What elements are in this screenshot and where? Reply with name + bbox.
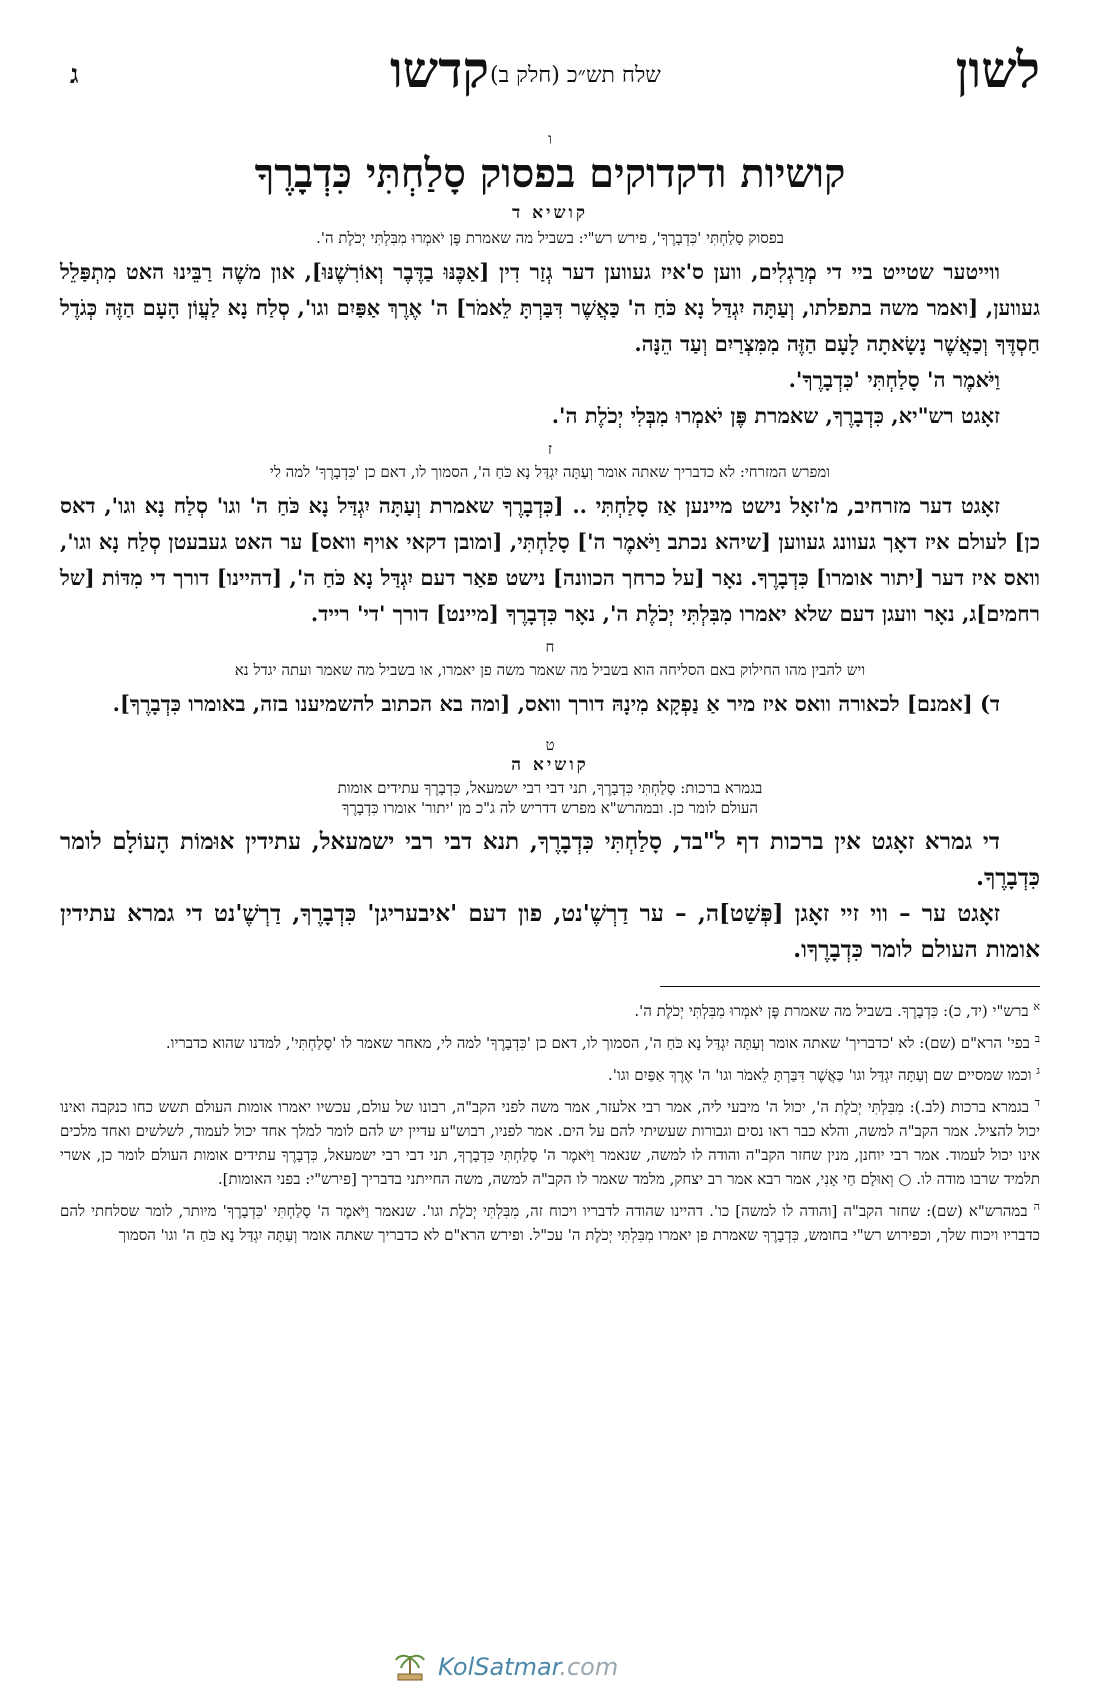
palm-book-logo-icon <box>390 1652 430 1682</box>
body-paragraph <box>60 398 1040 434</box>
footnote-mark: ב <box>1034 1032 1040 1045</box>
footnote <box>60 1195 1040 1247</box>
paragraph-text: ווייטער שטייט ביי די מְרַגְלִים, ווען ס'איז געווען דער גְזַר דִין [אַכֶּנּוּ בַדֶּבֶר וְאוֹרִשֶׁנּוּ], און משֶׁה רַבֵּינוּ האט מִתְפַּלֵל געווען, [ואמר משה בתפלתו, וְעַתָּה יִגְדַּל נָא כֹּחַ ה' כַּאֲשֶׁר דִּבַּרְתָּ לֵאמֹר] ה' אֶרֶךְ אַפַּיִם וגו', סְלַח נָא לַעֲוֹן הָעָם הַזֶּה כְּגֹדֶל חַסְדֶּךָ וְכַאֲשֶׁר נָשָׂאתָה לָעָם הַזֶּה מִמִּצְרַיִם וְעַד הֵנָּה. <box>60 259 1040 356</box>
paragraph-text: ד) [אמנם] לכאורה וואס איז מיר אַ נַפְקָא מִינָהּ דורך וואס, [ומה בא הכתוב להשמיענו בזה, באומרו כִּדְבָרֶךָ]. <box>112 691 1000 716</box>
body-paragraph <box>60 488 1040 632</box>
footnote-text: בפי' הרא"ם (שם): לא 'כדבריך' שאתה אומר וְעַתָּה יִגְדַּל נָא כֹּחַ ה', הסמוך לו, דאם כן 'כִּדְבָרֶךָ' למה לי, מאחר שאמר לו 'סָלַחְתִּי', למדנו שהוא כדבריו. <box>165 1034 1030 1052</box>
body-paragraph <box>60 254 1040 362</box>
kushya-h-summary-2: העולם לומר כן. ובמהרש"א מפרש דדריש לה ג"כ מן 'יתור' אומרו כִּדְבָרֶךָ <box>342 799 758 817</box>
header-title-center: קדשו <box>390 40 489 99</box>
watermark-name: KolSatmar <box>438 1653 560 1681</box>
kushya-d-label: קושיא ד <box>512 203 588 223</box>
paragraph-text: וַיֹּאמֶר ה' סָלַחְתִּי 'כִּדְבָרֶךָ'. <box>788 367 1000 392</box>
footnote-mark: ג <box>1036 1064 1040 1077</box>
footnote-divider <box>660 986 1040 987</box>
section-letter-chet: ח <box>545 638 555 656</box>
footnote-mark: א <box>1033 1000 1040 1013</box>
footnotes <box>60 995 1040 1247</box>
body-paragraph <box>60 824 1040 896</box>
page-header <box>60 40 1040 100</box>
footnote-mark: ה <box>1033 1200 1040 1213</box>
body-paragraph <box>60 362 1040 398</box>
mizrachi-summary: ומפרש המזרחי: לא כדבריך שאתה אומר וְעַתָּה יִגְדַּל נָא כֹּחַ ה', הסמוך לו, דאם כן 'כִּדְבָרֶךָ' למה לי <box>269 463 831 481</box>
footnote-text: וכמו שמסיים שם וְעַתָּה יִגְדַּל וגו' כַּאֲשֶׁר דִּבַּרְתָּ לֵאמֹר וגו' ה' אֶרֶךְ אַפַּיִם וגו'. <box>608 1066 1032 1084</box>
section-letter-tet: ט <box>545 736 555 754</box>
footnote <box>60 1059 1040 1087</box>
header-title-right: לשון <box>955 40 1040 99</box>
body-paragraph <box>60 686 1040 722</box>
kushya-h-summary-1: בגמרא ברכות: סָלַחְתִּי כִּדְבָרֶךָ, תני דבי רבי ישמעאל, כִּדְבָרֶךָ עתידים אומות <box>337 779 763 797</box>
watermark-text <box>438 1653 618 1681</box>
paragraph-text: זאָגט דער מזרחיב, מ'זאָל נישט מיינען אַז סָלַחְתִּי .. [כִּדְבָרֶךָ שאמרת וְעַתָּה יִגְדַּל נָא כֹּחַ ה' וגו' סְלַח נָא וגו', דאס כן] לעולם איז דאָך געוונג געווען [שיהא נכתב וַיֹּאמֶר ה'] סָלַחְתִּי, [ומובן דקאי אויף וואס] ער האט געבעטן סְלַח נָא וגו', וואס איז דער [יתור אומרו] כִּדְבָרֶךָ. נאָר [על כרחך הכוונה] נישט פאַר דעם יִגְדַּל נָא כֹּחַ ה', [דהיינו] דורך די מִדּוֹת [של רחמים]ג, נאָר וועגן דעם שלא יאמרו מִבִּלְתִּי יְכֹלֶת ה', נאָר כִּדְבָרֶךָ [מיינט] דורך 'די' רייד. <box>60 493 1040 626</box>
section-letter-vav: ו <box>548 130 552 148</box>
chet-summary: ויש להבין מהו החילוק באם הסליחה הוא בשביל מה שאמר משה פן יאמרו, או בשביל מה שאמר ועתה יגדל נא <box>234 661 866 679</box>
footnote <box>60 1091 1040 1191</box>
footnote-mark: ד <box>1034 1096 1040 1109</box>
paragraph-text: די גמרא זאָגט אין ברכות דף ל"בד, סָלַחְתִּי כִּדְבָרֶךָ, תנא דבי רבי ישמעאל, עתידין אוּמוֹת הָעוֹלָם לומר כִּדְבָרֶךָ. <box>60 828 1040 891</box>
watermark-domain: .com <box>559 1653 619 1681</box>
kushya-d-summary: בפסוק סָלַחְתִּי 'כִּדְבָרֶךָ', פירש רש"י: בשביל מה שאמרת פֶּן יֹאמְרוּ מִבִּלְתִּי יְכֹלֶת ה'. <box>316 229 784 247</box>
kushya-h-label: קושיא ה <box>511 755 589 775</box>
footnote-text: ברש"י (יד, כ): כִּדְבָרֶךָ. בשביל מה שאמרת פֶּן יֹאמְרוּ מִבִּלְתִּי יְכֹלֶת ה'. <box>634 1002 1029 1020</box>
page-number: ג <box>70 60 79 90</box>
footnote-text: במהרש"א (שם): שחזר הקב"ה [והודה לו למשה] כו'. דהיינו שהודה לדבריו ויכוח זה, מִבִּלְתִּי יְכֹלֶת וגו'. שנאמר וַיֹּאמֶר ה' סָלַחְתִּי 'כִּדְבָרֶךָ' מיותר, לומר שסלחתי להם כדבריו ויכוח שלך, וכפירוש רש"י בחומש, כִּדְבָרֶךָ שאמרת פן יאמרו מִבִּלְתִּי יְכֹלֶת ה' עכ"ל. ופירש הרא"ם לא כדבריך שאתה אומר וְעַתָּה יִגְדַּל נָא כֹּחַ ה' וגו' הסמוך <box>60 1202 1040 1244</box>
footnote <box>60 1027 1040 1055</box>
kolsatmar-watermark[interactable] <box>390 1652 618 1682</box>
footnote-text: בגמרא ברכות (לב.): מִבִּלְתִּי יְכֹלֶת ה', יכול ה' מיבעי ליה, אמר רבי אלעזר, אמר משה לפני הקב"ה, רבונו של עולם, עכשיו יאמרו אומות העולם תשש כחו כנקבה ואינו יכול להציל. אמר הקב"ה למשה, והלא כבר ראו נסים וגבורות שעשיתי להם על הים. אמר לפניו, רבוש"ע עדיין יש להם לומר למלך אחד יכול לעמוד, לשלשים ואחד מלכים אינו יכול לעמוד. אמר רבי יוחנן, מנין שחזר הקב"ה והודה לו למשה, שנאמר וַיֹּאמֶר ה' סָלַחְתִּי כִּדְבָרֶךָ, תני דבי רבי ישמעאל, כִּדְבָרֶךָ עתידים אומות העולם לומר כן, אשרי תלמיד שרבו מודה לו. ○ וְאוּלָם חַי אָנִי, אמר רבא אמר רב יצחק, מלמד שאמר לו הקב"ה למשה, משה החייתני בדבריך [פירש"י: בפני האומות]. <box>60 1098 1040 1188</box>
body-paragraph <box>60 896 1040 968</box>
section-letter-zayin: ז <box>547 440 553 458</box>
main-title: קושיות ודקדוקים בפסוק סָלַחְתִּי כִּדְבָרֶךָ <box>254 150 846 197</box>
footnote <box>60 995 1040 1023</box>
paragraph-text: זאָגט רש"יא, כִּדְבָרֶךָ, שאמרת פֶּן יֹאמְרוּ מִבְּלִי יְכֹלֶת ה'. <box>551 403 1000 428</box>
header-subtitle: שלח תש״כ (חלק ב) <box>490 63 661 88</box>
paragraph-text: זאָגט ער – ווי זיי זאָגן [פְּשַׁט]ה, – ער דַרְשֶׁ'נט, פון דעם 'איבעריגן' כִּדְבָרֶךָ, דַרְשֶׁ'נט די גמרא עתידין אומות העולם לומר כִּדְבָרֶךָו. <box>60 900 1040 963</box>
